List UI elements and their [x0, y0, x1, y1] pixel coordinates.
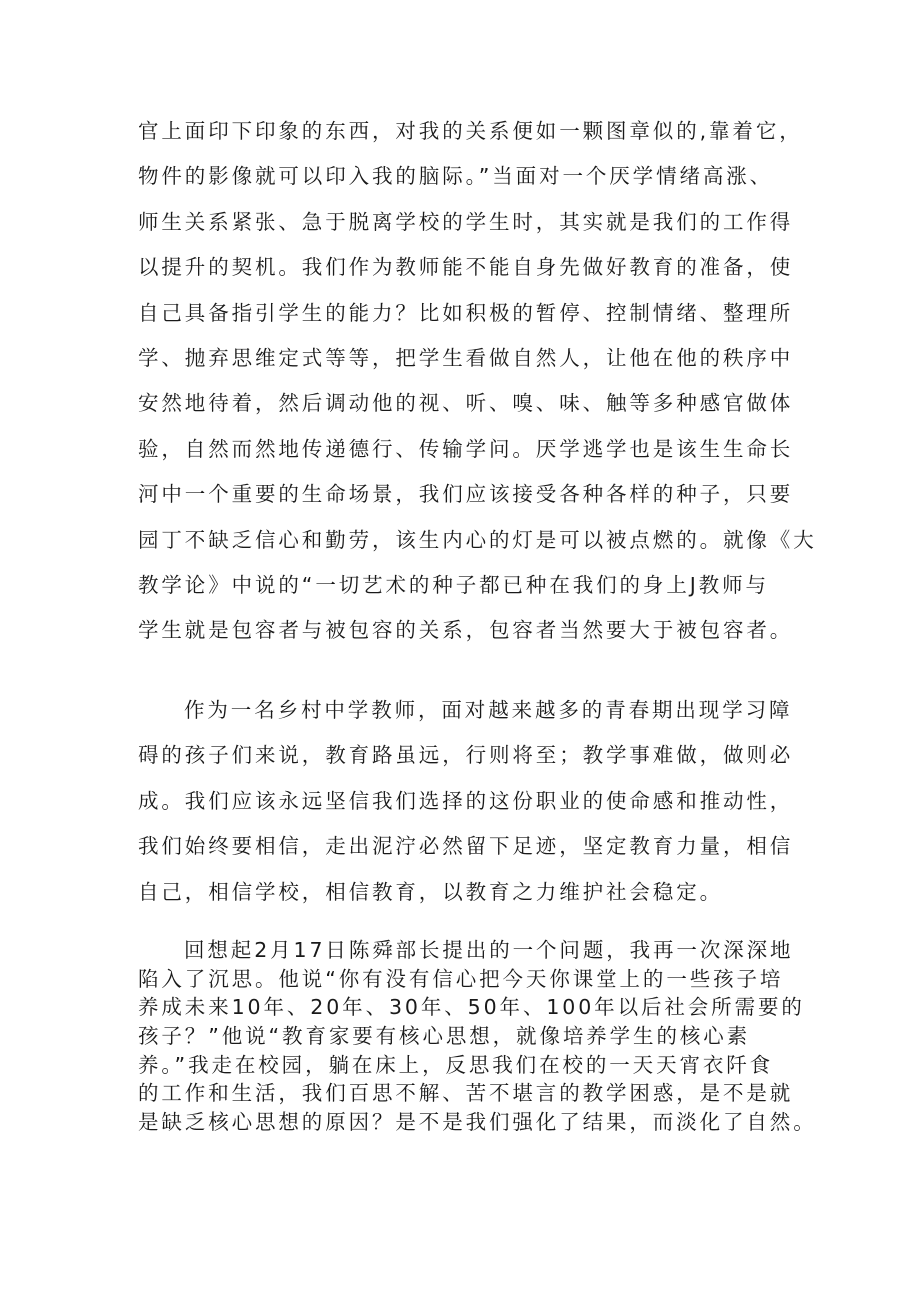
paragraph-1-line-3: 师生关系紧张、急于脱离学校的学生时，其实就是我们的工作得: [138, 209, 794, 234]
paragraph-2-line-4: 我们始终要相信，走出泥泞必然留下足迹，坚定教育力量，相信: [138, 834, 794, 859]
paragraph-2: [138, 688, 818, 915]
paragraph-1-line-10: 园丁不缺乏信心和勤劳，该生内心的灯是可以被点燃的。就像《大: [138, 527, 817, 552]
paragraph-1-line-8: 验，自然而然地传递德行、传输学问。厌学逃学也是该生生命长: [138, 436, 794, 461]
paragraph-1: [138, 109, 818, 654]
paragraph-1-line-11: 教学论》中说的“一切艺术的种子都已种在我们的身上J教师与: [138, 572, 769, 597]
paragraph-2-line-5: 自己，相信学校，相信教育，以教育之力维护社会稳定。: [138, 879, 723, 904]
paragraph-1-line-6: 学、抛弃思维定式等等，把学生看做自然人，让他在他的秩序中: [138, 345, 794, 370]
paragraph-1-line-9: 河中一个重要的生命场景，我们应该接受各种各样的种子，只要: [138, 482, 794, 507]
paragraph-3-line-5: 养。”我走在校园，躺在床上，反思我们在校的一天天宵衣阡食: [138, 1052, 774, 1077]
paragraph-2-line-3: 成。我们应该永远坚信我们选择的这份职业的使命感和推动性，: [138, 788, 794, 813]
paragraph-1-line-7: 安然地待着，然后调动他的视、听、嗅、味、触等多种感官做体: [138, 391, 794, 416]
paragraph-1-line-4: 以提升的契机。我们作为教师能不能自身先做好教育的准备，使: [138, 255, 794, 280]
paragraph-3-line-4: 孩子？”他说“教育家要有核心思想，就像培养学生的核心素: [138, 1024, 751, 1049]
paragraph-3-line-1: 回想起2月17日陈舜部长提出的一个问题，我再一次深深地: [184, 938, 794, 962]
paragraph-1-line-1: 官上面印下印象的东西，对我的关系便如一颗图章似的,靠着它，: [138, 119, 803, 143]
paragraph-3-line-3: 养成未来10年、20年、30年、50年、100年以后社会所需要的: [138, 995, 805, 1020]
paragraph-3-line-2: 陷入了沉思。他说“你有没有信心把今天你课堂上的一些孩子培: [138, 966, 784, 991]
paragraph-3-line-7: 是缺乏核心思想的原因？是不是我们强化了结果，而淡化了自然。: [138, 1110, 817, 1135]
paragraph-3: [138, 936, 818, 1137]
paragraph-3-line-6: 的工作和生活，我们百思不解、苦不堪言的教学困惑，是不是就: [138, 1081, 794, 1106]
paragraph-1-line-12: 学生就是包容者与被包容的关系，包容者当然要大于被包容者。: [138, 618, 794, 643]
paragraph-2-line-2: 碍的孩子们来说，教育路虽远，行则将至；教学事难做，做则必: [138, 743, 794, 768]
paragraph-1-line-2: 物件的影像就可以印入我的脑际。”当面对一个厌学情绪高涨、: [138, 164, 774, 189]
paragraph-1-line-5: 自己具备指引学生的能力？比如积极的暂停、控制情绪、整理所: [138, 300, 794, 325]
paragraph-2-line-1: 作为一名乡村中学教师，面对越来越多的青春期出现学习障: [184, 698, 793, 722]
